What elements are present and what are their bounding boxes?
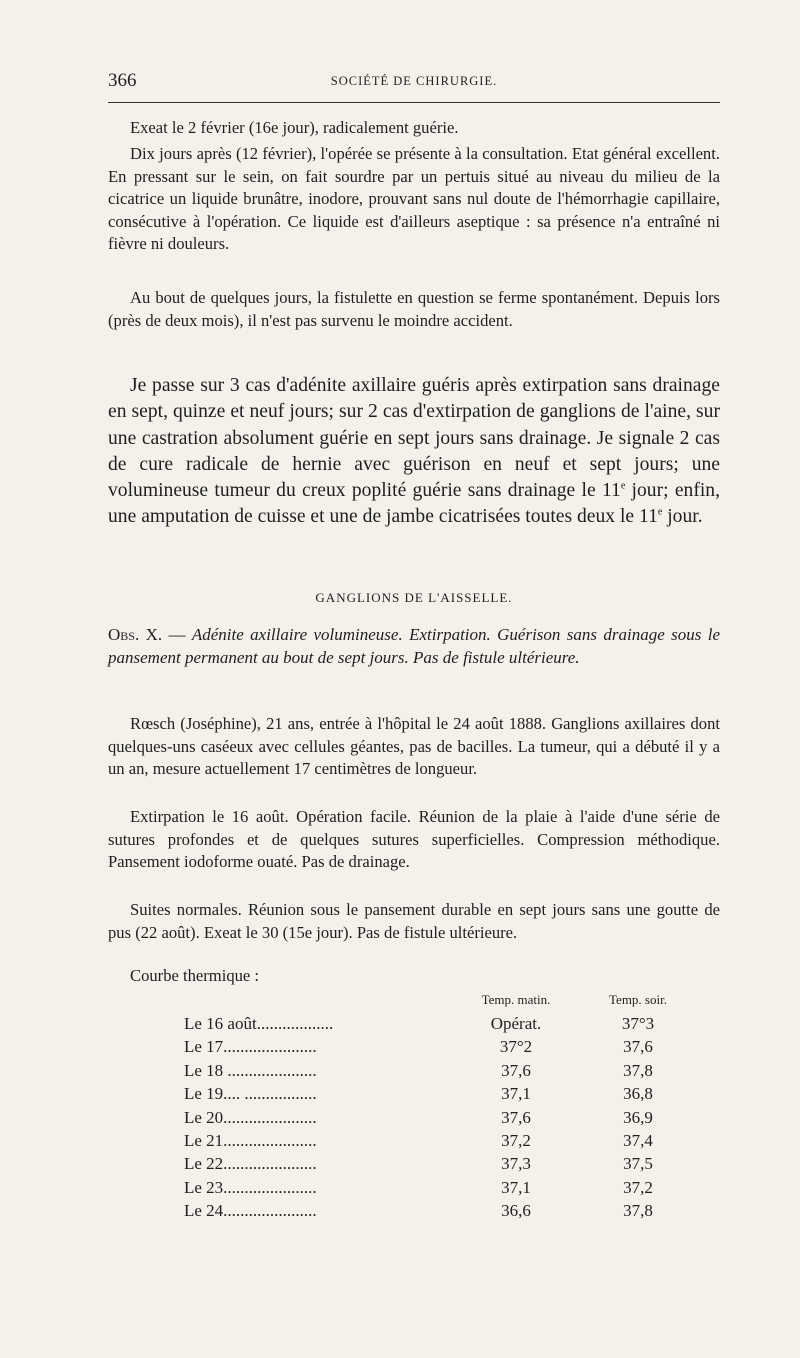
morning-temperature: 37°2 [499, 1037, 533, 1057]
row-date: Le 17...................... [184, 1037, 317, 1057]
paragraph-courbe: Courbe thermique : [130, 966, 260, 985]
morning-temperature: 37,1 [501, 1084, 531, 1104]
evening-temperature: 37,4 [623, 1130, 653, 1150]
temperature-table [108, 992, 720, 1225]
page-number: 366 [108, 70, 137, 91]
evening-temperature: 37,5 [623, 1154, 653, 1174]
table-row [108, 1014, 720, 1037]
column-header-morning: Temp. matin. [481, 992, 551, 1007]
table-header [108, 992, 720, 1014]
table-row [108, 1131, 720, 1154]
paragraph-je-passe: Je passe sur 3 cas d'adénite axillaire guéris après extirpation sans drainage en sept, quinze et neuf jours; sur 2 cas d'extirpation de ganglions de l'aine, sur une castration absolument guérie en sept jours sans drainage. Je signale 2 cas de cure radicale de hernie avec guérison en neuf et sept jours; une volumineuse tumeur du creux poplité guérie sans drainage le 11e jour; enfin, une amputation de cuisse et une de jambe cicatrisées toutes deux le 11e jour. [108, 375, 720, 528]
table-row [108, 1108, 720, 1131]
table-row [108, 1037, 720, 1060]
morning-temperature: Opérat. [490, 1014, 542, 1033]
running-head: SOCIÉTÉ DE CHIRURGIE. [330, 74, 498, 88]
morning-temperature: 37,2 [501, 1130, 531, 1150]
table-row [108, 1201, 720, 1224]
row-date: Le 19.... ................. [184, 1084, 317, 1104]
paragraph-roesch: Rœsch (Joséphine), 21 ans, entrée à l'hôpital le 24 août 1888. Ganglions axillaires dont quelques-uns caséeux avec cellules géantes, pas de bacilles. La tumeur, qui a débuté il y a un an, mesure actuellement 17 centimètres de longueur. [108, 714, 720, 778]
paragraph-au-bout: Au bout de quelques jours, la fistulette en question se ferme spontanément. Depuis lors (près de deux mois), il n'est pas survenu le moindre accident. [108, 288, 720, 330]
row-date: Le 18 ..................... [184, 1060, 317, 1080]
paragraph-dix-jours: Dix jours après (12 février), l'opérée se présente à la consultation. Etat général excellent. En pressant sur le sein, on fait sourdre par un pertuis situé au niveau du milieu de la cicatrice un liquide brunâtre, inodore, prouvant sans nul doute de l'hémorrhagie capillaire, consécutive à l'opération. Ce liquide est d'ailleurs aseptique : sa présence n'a entraîné ni fièvre ni douleurs. [108, 144, 720, 253]
row-date: Le 16 août.................. [184, 1014, 334, 1033]
table-row [108, 1154, 720, 1177]
section-title: GANGLIONS DE L'AISSELLE. [315, 590, 513, 605]
morning-temperature: 36,6 [501, 1201, 531, 1221]
table-row [108, 1084, 720, 1107]
row-date: Le 21...................... [184, 1130, 317, 1150]
evening-temperature: 37,6 [623, 1037, 653, 1057]
row-date: Le 23...................... [184, 1177, 317, 1197]
header-rule [108, 102, 720, 103]
row-date: Le 24...................... [184, 1201, 317, 1221]
row-date: Le 22...................... [184, 1154, 317, 1174]
evening-temperature: 36,9 [623, 1107, 653, 1127]
morning-temperature: 37,6 [501, 1060, 531, 1080]
column-header-evening: Temp. soir. [609, 992, 667, 1007]
morning-temperature: 37,1 [501, 1177, 531, 1197]
table-body [108, 1014, 720, 1225]
row-date: Le 20...................... [184, 1107, 317, 1127]
morning-temperature: 37,6 [501, 1107, 531, 1127]
evening-temperature: 36,8 [623, 1084, 653, 1104]
table-row [108, 1178, 720, 1201]
table-row [108, 1061, 720, 1084]
paragraph-suites: Suites normales. Réunion sous le pansement durable en sept jours sans une goutte de pus (22 août). Exeat le 30 (15e jour). Pas de fistule ultérieure. [108, 900, 720, 942]
morning-temperature: 37,3 [501, 1154, 531, 1174]
evening-temperature: 37°3 [621, 1014, 655, 1033]
observation-heading: Obs. X. — Adénite axillaire volumineuse. Extirpation. Guérison sans drainage sous le pansement permanent au bout de sept jours. Pas de fistule ultérieure. [108, 625, 721, 667]
evening-temperature: 37,8 [623, 1060, 653, 1080]
paragraph-exeat: Exeat le 2 février (16e jour), radicalement guérie. [130, 118, 459, 137]
page-header [108, 70, 720, 100]
paragraph-extirpation: Extirpation le 16 août. Opération facile. Réunion de la plaie à l'aide d'une série de sutures profondes et de quelques sutures superficielles. Compression méthodique. Pansement iodoforme ouaté. Pas de drainage. [108, 807, 720, 871]
evening-temperature: 37,8 [623, 1201, 653, 1221]
evening-temperature: 37,2 [623, 1177, 653, 1197]
